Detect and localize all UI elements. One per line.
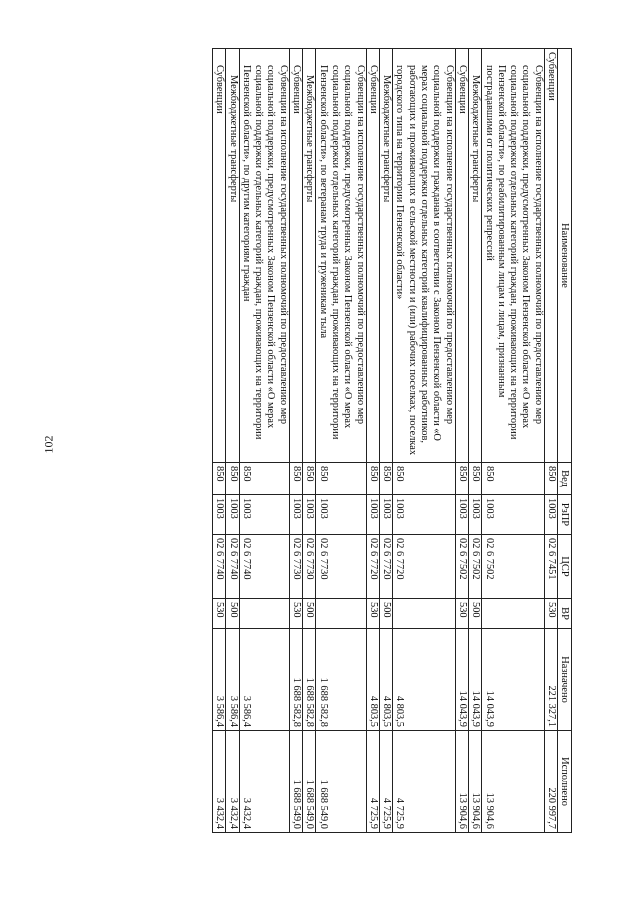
cell-vr: 530	[544, 599, 557, 629]
cell-vr	[393, 599, 455, 629]
cell-name: Субвенции на исполнение государственных полномочий по предоставлению мер социальной поддержки, предусмотренных Законом Пензенской области «О мерах социальной поддержки отдельных категорий граждан, проживающих на территории Пензенской области», по другим категориям граждан	[239, 49, 289, 463]
cell-name: Субвенции	[289, 49, 302, 463]
table-row	[455, 49, 468, 833]
cell-ved: 850	[544, 463, 557, 495]
cell-vr: 500	[303, 599, 316, 629]
cell-name: Межбюджетные трансферты	[379, 49, 392, 463]
header-assigned: Назначено	[558, 629, 572, 731]
rotated-page-content	[10, 48, 572, 832]
cell-csr: 02 6 7730	[303, 535, 316, 599]
cell-ved: 850	[226, 463, 239, 495]
table-row	[482, 49, 544, 833]
cell-executed: 4 725,9	[393, 731, 455, 833]
table-row	[366, 49, 379, 833]
cell-csr: 02 6 7740	[239, 535, 289, 599]
cell-ved: 850	[212, 463, 225, 495]
table-row	[289, 49, 302, 833]
cell-rzpr: 1003	[366, 495, 379, 535]
cell-name: Межбюджетные трансферты	[226, 49, 239, 463]
cell-assigned: 1 688 582,8	[303, 629, 316, 731]
cell-name: Субвенции на исполнение государственных полномочий по предоставлению мер социальной поддержки, предусмотренных Законом Пензенской области «О мерах социальной поддержки отдельных категорий граждан, проживающих на территории Пензенской области», по ветеранам труда и труженикам тыла	[316, 49, 366, 463]
table-row	[544, 49, 557, 833]
table-row	[379, 49, 392, 833]
cell-rzpr: 1003	[379, 495, 392, 535]
cell-assigned: 4 803,5	[379, 629, 392, 731]
table-body	[212, 49, 557, 833]
cell-vr: 500	[379, 599, 392, 629]
cell-executed: 1 688 549,0	[316, 731, 366, 833]
cell-executed: 13 904,6	[455, 731, 468, 833]
cell-vr	[239, 599, 289, 629]
table-row	[468, 49, 481, 833]
cell-assigned: 3 586,4	[212, 629, 225, 731]
cell-assigned: 3 586,4	[239, 629, 289, 731]
header-vr: ВР	[558, 599, 572, 629]
cell-executed: 13 904,6	[468, 731, 481, 833]
cell-assigned: 3 586,4	[226, 629, 239, 731]
table-row	[303, 49, 316, 833]
cell-csr: 02 6 7502	[482, 535, 544, 599]
cell-assigned: 1 688 582,8	[289, 629, 302, 731]
cell-executed: 3 432,4	[239, 731, 289, 833]
cell-vr: 500	[468, 599, 481, 629]
cell-name: Субвенции	[455, 49, 468, 463]
table-row	[239, 49, 289, 833]
cell-ved: 850	[393, 463, 455, 495]
cell-ved: 850	[468, 463, 481, 495]
cell-rzpr: 1003	[212, 495, 225, 535]
cell-vr	[482, 599, 544, 629]
cell-rzpr: 1003	[289, 495, 302, 535]
cell-rzpr: 1003	[303, 495, 316, 535]
cell-vr	[316, 599, 366, 629]
cell-rzpr: 1003	[226, 495, 239, 535]
table-header-row	[558, 49, 572, 833]
cell-assigned: 14 043,9	[455, 629, 468, 731]
cell-executed: 3 432,4	[212, 731, 225, 833]
budget-table	[212, 48, 572, 833]
cell-name: Межбюджетные трансферты	[468, 49, 481, 463]
cell-rzpr: 1003	[482, 495, 544, 535]
cell-ved: 850	[455, 463, 468, 495]
cell-assigned: 1 688 582,8	[316, 629, 366, 731]
cell-ved: 850	[289, 463, 302, 495]
cell-executed: 1 688 549,0	[289, 731, 302, 833]
header-csr: ЦСР	[558, 535, 572, 599]
cell-csr: 02 6 7502	[468, 535, 481, 599]
cell-executed: 3 432,4	[226, 731, 239, 833]
table-row	[393, 49, 455, 833]
cell-ved: 850	[482, 463, 544, 495]
table-row	[316, 49, 366, 833]
cell-rzpr: 1003	[455, 495, 468, 535]
header-rzpr: РзПР	[558, 495, 572, 535]
cell-csr: 02 6 7720	[366, 535, 379, 599]
cell-name: Субвенции	[366, 49, 379, 463]
cell-vr: 530	[366, 599, 379, 629]
cell-csr: 02 6 7720	[379, 535, 392, 599]
cell-csr: 02 6 7740	[226, 535, 239, 599]
cell-name: Межбюджетные трансферты	[303, 49, 316, 463]
header-executed: Исполнено	[558, 731, 572, 833]
cell-csr: 02 6 7740	[212, 535, 225, 599]
cell-assigned: 14 043,9	[482, 629, 544, 731]
cell-name: Субвенции на исполнение государственных полномочий по предоставлению мер социальной поддержки гражданам в соответствии с Законом Пензенской области «О мерах социальной поддержки отдельных категорий квалифицированных работников, работающих и проживающих в сельской местности и (или) рабочих поселках, поселках городского типа на территории Пензенской области»	[393, 49, 455, 463]
cell-assigned: 4 803,5	[366, 629, 379, 731]
cell-assigned: 4 803,5	[393, 629, 455, 731]
cell-executed: 13 904,6	[482, 731, 544, 833]
cell-executed: 4 725,9	[379, 731, 392, 833]
cell-csr: 02 6 7451	[544, 535, 557, 599]
table-row	[226, 49, 239, 833]
cell-ved: 850	[239, 463, 289, 495]
cell-csr: 02 6 7730	[316, 535, 366, 599]
cell-name: Субвенции на исполнение государственных полномочий по предоставлению мер социальной поддержки, предусмотренных Законом Пензенской области «О мерах социальной поддержки отдельных категорий граждан, проживающих на территории Пензенской области», по реабилитированным лицам и лицам, признанным пострадавшими от политических репрессий	[482, 49, 544, 463]
cell-vr: 530	[289, 599, 302, 629]
cell-csr: 02 6 7502	[455, 535, 468, 599]
cell-rzpr: 1003	[239, 495, 289, 535]
cell-executed: 4 725,9	[366, 731, 379, 833]
cell-executed: 1 688 549,0	[303, 731, 316, 833]
cell-rzpr: 1003	[468, 495, 481, 535]
cell-name: Субвенции	[212, 49, 225, 463]
cell-ved: 850	[316, 463, 366, 495]
cell-name: Субвенции	[544, 49, 557, 463]
header-name: Наименование	[558, 49, 572, 463]
cell-vr: 530	[212, 599, 225, 629]
cell-assigned: 14 043,9	[468, 629, 481, 731]
table-row	[212, 49, 225, 833]
cell-csr: 02 6 7720	[393, 535, 455, 599]
cell-ved: 850	[366, 463, 379, 495]
header-ved: Вед	[558, 463, 572, 495]
cell-ved: 850	[379, 463, 392, 495]
cell-assigned: 221 327,1	[544, 629, 557, 731]
cell-rzpr: 1003	[393, 495, 455, 535]
cell-rzpr: 1003	[544, 495, 557, 535]
cell-executed: 220 997,7	[544, 731, 557, 833]
cell-ved: 850	[303, 463, 316, 495]
cell-vr: 500	[226, 599, 239, 629]
page-number: 102	[41, 435, 56, 454]
cell-rzpr: 1003	[316, 495, 366, 535]
cell-vr: 530	[455, 599, 468, 629]
cell-csr: 02 6 7730	[289, 535, 302, 599]
